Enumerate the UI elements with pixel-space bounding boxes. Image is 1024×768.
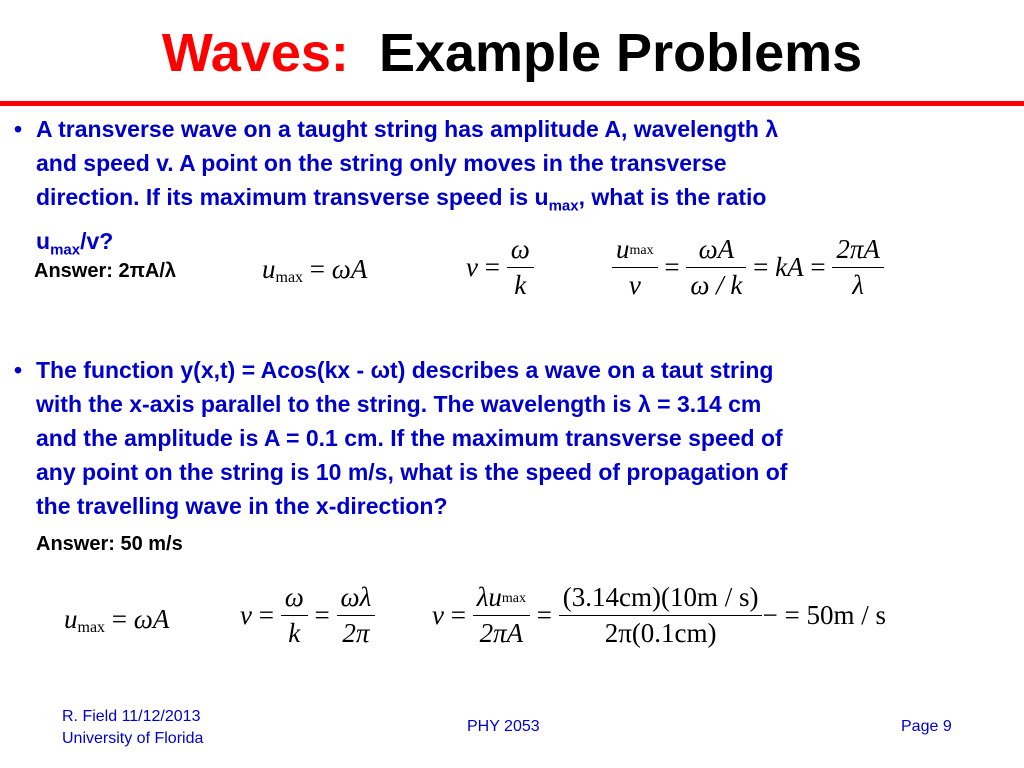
title-waves: Waves:: [161, 23, 349, 83]
eq-v-omega-lambda: v = $\frac{\omega}{k}$ = $\frac{\omega\lambda}{2\pi}$: [240, 582, 375, 649]
eq-ratio: $\frac{umax}{v}$ = $\frac{\omega A}{\omega / k}$ = kA = $\frac{2\pi A}{\lambda}$: [612, 234, 884, 301]
title-divider: [0, 101, 1024, 106]
problem-1-line-1: A transverse wave on a taught string has amplitude A, wavelength λ: [36, 116, 779, 142]
eq-v-omega-over-k-1: v = $\frac{\omega}{k}$: [466, 234, 534, 301]
problem-1-answer: Answer: 2πA/λ: [34, 260, 177, 282]
problem-2-answer: Answer: 50 m/s: [36, 533, 183, 555]
eq-umax-omegaA-1: umax = ωA: [262, 254, 368, 286]
footer-institution: University of Florida: [62, 730, 204, 747]
problem-1-line-4: $u_{max}/v$?: [36, 227, 114, 259]
problem-2-line-4: any point on the string is 10 m/s, what is the speed of propagation of: [36, 459, 788, 485]
problem-1-line-2: and speed v. A point on the string only moves in the transverse: [36, 150, 727, 176]
problem-1-line-3: direction. If its maximum transverse speed is $u_{max}$, what is the ratio: [36, 184, 767, 215]
footer-author-block: [62, 706, 203, 750]
problem-2-line-5: the travelling wave in the x-direction?: [36, 493, 448, 519]
bullet-1: •: [14, 116, 23, 142]
problem-2-text: [36, 353, 1016, 523]
title-example-problems: Example Problems: [378, 23, 863, 83]
slide-title: [0, 22, 1024, 84]
problem-2-line-3: and the amplitude is A = 0.1 cm. If the maximum transverse speed of: [36, 425, 783, 451]
problem-2-line-1: The function y(x,t) = Acos(kx - ωt) describes a wave on a taut string: [36, 357, 774, 383]
problem-2-line-2: with the x-axis parallel to the string. The wavelength is λ = 3.14 cm: [36, 391, 762, 417]
eq-v-numeric: v = $\frac{\lambda umax}{2\pi A}$ = $\frac{(3.14cm)(10m / s)}{2\pi(0.1cm)}$ − = 50m / s: [432, 582, 886, 648]
footer-author: R. Field 11/12/2013: [62, 708, 201, 725]
eq-umax-omegaA-2: umax = ωA: [64, 604, 170, 636]
footer-page-number: Page 9: [901, 718, 952, 735]
footer-course: PHY 2053: [467, 718, 540, 735]
bullet-2: •: [14, 357, 23, 383]
